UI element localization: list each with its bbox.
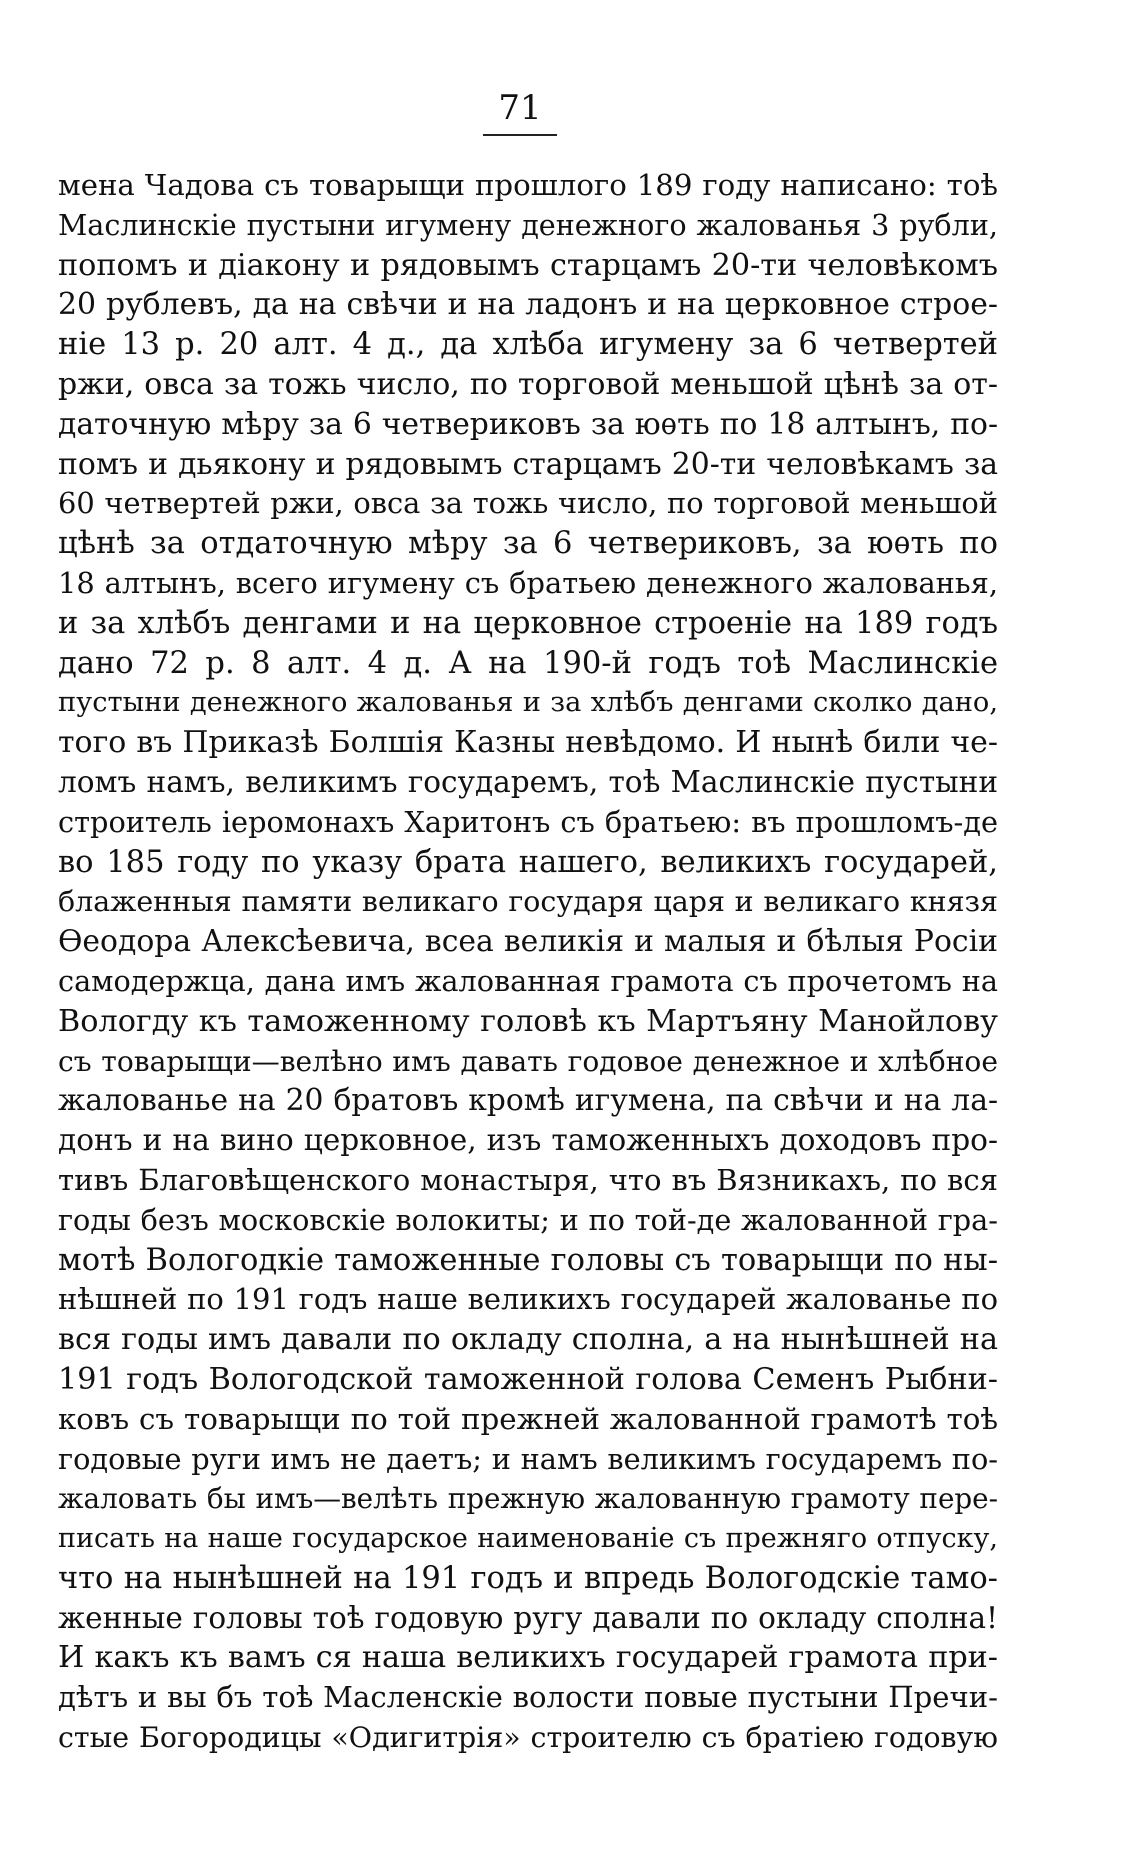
text-line: 20 рублевъ, да на свѣчи и на ладонъ и на церковное строе-: [58, 287, 998, 323]
text-line: дѣтъ и вы бъ тоѣ Масленскіе волости повые пустыни Пречи-: [58, 1680, 998, 1715]
text-line: пустыни денежного жалованья и за хлѣбъ денгами сколко дано,: [58, 687, 998, 719]
body-text: [58, 166, 998, 1758]
text-line: 60 четвертей ржи, овса за тожь число, по торговой меньшой: [58, 486, 998, 521]
text-line: писать на наше государское наименованіе съ прежняго отпуску,: [58, 1523, 998, 1555]
text-line: ніе 13 р. 20 алт. 4 д., да хлѣба игумену за 6 четвертей: [58, 327, 998, 363]
text-line: мена Чадова съ товарыщи прошлого 189 году написано: тоѣ: [58, 168, 998, 202]
text-line: мотѣ Вологодкіе таможенные головы съ товарыщи по ны-: [58, 1242, 998, 1278]
text-line: даточную мѣру за 6 четвериковъ за юѳть по 18 алтынъ, по-: [58, 406, 998, 442]
text-line: съ товарыщи—велѣно имъ давать годовое денежное и хлѣбное: [58, 1044, 998, 1078]
text-line: вся годы имъ давали по окладу сполна, а на нынѣшней на: [58, 1322, 998, 1358]
text-line: и за хлѣбъ денгами и на церковное строеніе на 189 годъ: [58, 605, 998, 641]
text-line: самодержца, дана имъ жалованная грамота съ прочетомъ на: [58, 963, 998, 998]
text-line: ковъ съ товарыщи по той прежней жалованной грамотѣ тоѣ: [58, 1401, 998, 1436]
text-line: годы безъ московскіе волокиты; и по той-де жалованной гра-: [58, 1202, 998, 1237]
text-line: блаженныя памяти великаго государя царя и великаго князя: [58, 885, 998, 919]
text-line: ржи, овса за тожь число, по торговой меньшой цѣнѣ за от-: [58, 366, 998, 402]
text-line: Вологду къ таможенному головѣ къ Мартъяну Манойлову: [58, 1003, 998, 1039]
text-line: И какъ къ вамъ ся наша великихъ государей грамота при-: [58, 1640, 998, 1676]
page-number-rule: [483, 134, 557, 136]
page-number: 71: [498, 88, 542, 128]
text-line: помъ и дьякону и рядовымъ старцамъ 20-ти человѣкамъ за: [58, 446, 998, 482]
text-line: попомъ и діакону и рядовымъ старцамъ 20-ти человѣкомъ: [58, 247, 998, 283]
text-line: того въ Приказѣ Болшія Казны невѣдомо. И нынѣ били че-: [58, 725, 998, 761]
text-line: 191 годъ Вологодской таможенной голова Семенъ Рыбни-: [58, 1361, 998, 1397]
text-line: Маслинскіе пустыни игумену денежного жалованья 3 рубли,: [58, 207, 998, 242]
text-line: 18 алтынъ, всего игумену съ братьею денежного жалованья,: [58, 565, 998, 600]
text-line: тивъ Благовѣщенского монастыря, что въ Вязникахъ, по вся: [58, 1162, 998, 1197]
text-line: годовые руги имъ не даетъ; и намъ великимъ государемъ по-: [58, 1441, 998, 1476]
text-line: стые Богородицы «Одигитрія» строителю съ братіею годовую: [58, 1721, 998, 1755]
text-line: что на нынѣшней на 191 годъ и впредь Вологодскіе тамо-: [58, 1560, 998, 1596]
text-line: донъ и на вино церковное, изъ таможенныхъ доходовъ про-: [58, 1123, 998, 1158]
text-line: женные головы тоѣ годовую ругу давали по окладу сполна!: [58, 1600, 998, 1635]
text-line: дано 72 р. 8 алт. 4 д. А на 190-й годъ тоѣ Маслинскіе: [58, 645, 998, 681]
text-line: строитель іеромонахъ Харитонъ съ братьею: въ прошломъ-де: [58, 804, 998, 839]
text-line: нѣшней по 191 годъ наше великихъ государей жалованье по: [58, 1282, 998, 1317]
text-line: во 185 году по указу брата нашего, великихъ государей,: [58, 844, 998, 880]
text-line: Ѳеодора Алексѣевича, всеа великія и малыя и бѣлыя Росіи: [58, 924, 998, 960]
text-line: жаловать бы имъ—велѣть прежную жалованную грамоту пере-: [58, 1482, 998, 1516]
text-line: жалованье на 20 братовъ кромѣ игумена, па свѣчи и на ла-: [58, 1083, 998, 1119]
text-line: ломъ намъ, великимъ государемъ, тоѣ Маслинскіе пустыни: [58, 764, 998, 799]
text-line: цѣнѣ за отдаточную мѣру за 6 четвериковъ, за юѳть по: [58, 526, 998, 562]
